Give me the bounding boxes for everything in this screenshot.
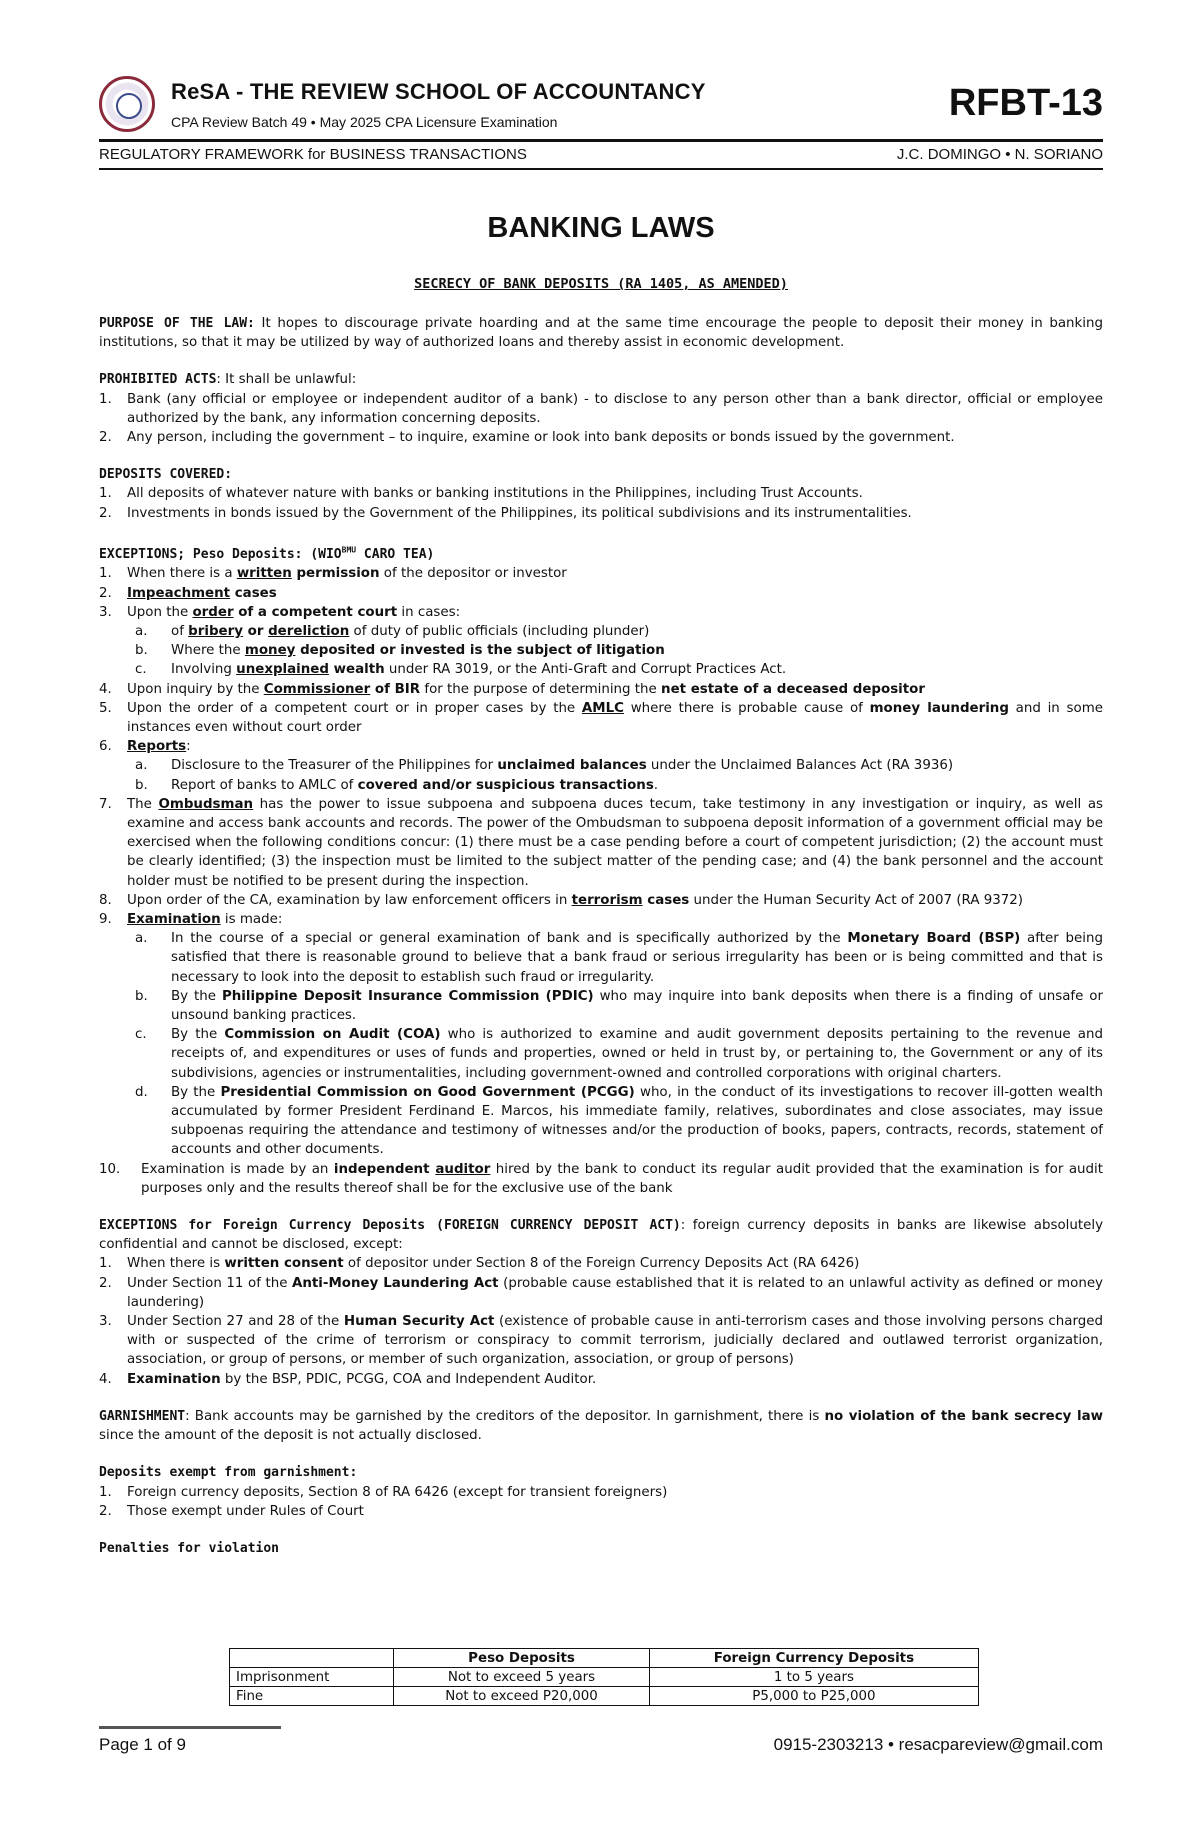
list-item: b. By the Philippine Deposit Insurance Commission (PDIC) who may inquire into bank deposits when there is a finding of unsafe or unsound banking practices. xyxy=(135,988,1103,1024)
table-row xyxy=(230,1687,979,1706)
covered-list xyxy=(99,484,1103,522)
list-item: 1. Foreign currency deposits, Section 8 of RA 6426 (except for transient foreigners) xyxy=(99,1484,668,1500)
list-item: 2. Those exempt under Rules of Court xyxy=(99,1503,364,1519)
footer-divider xyxy=(99,1726,281,1729)
table-cell: Imprisonment xyxy=(230,1668,394,1687)
subject-name: REGULATORY FRAMEWORK for BUSINESS TRANSACTIONS xyxy=(99,146,527,163)
table-cell: Not to exceed 5 years xyxy=(394,1668,650,1687)
header-divider xyxy=(99,139,1103,142)
table-cell: P5,000 to P25,000 xyxy=(649,1687,978,1706)
table-header-cell: Foreign Currency Deposits xyxy=(649,1649,978,1668)
list-item: 4. Examination by the BSP, PDIC, PCGG, COA and Independent Auditor. xyxy=(99,1371,597,1387)
list-item: 1. When there is a written permission of the depositor or investor xyxy=(99,566,567,582)
list-item: c. Involving unexplained wealth under RA 3019, or the Anti-Graft and Corrupt Practices Act. xyxy=(135,662,787,678)
contact-info: 0915-2303213 • resacpareview@gmail.com xyxy=(773,1735,1103,1754)
school-name: ReSA - THE REVIEW SCHOOL OF ACCOUNTANCY xyxy=(171,79,706,104)
course-code: RFBT-13 xyxy=(948,82,1103,124)
page-title: BANKING LAWS xyxy=(487,212,715,244)
exempt-heading: Deposits exempt from garnishment: xyxy=(99,1465,358,1481)
list-item: 5. Upon the order of a competent court or in proper cases by the AMLC where there is probable cause of money laundering and in some instances even without court order xyxy=(99,700,1103,735)
page-header xyxy=(99,0,1103,163)
list-item: 6. Reports: xyxy=(99,739,191,755)
document-body xyxy=(99,314,1103,1558)
list-item: b. Where the money deposited or invested is the subject of litigation xyxy=(135,643,665,659)
foreign-exceptions-heading: EXCEPTIONS for Foreign Currency Deposits (FOREIGN CURRENCY DEPOSIT ACT): foreign currency deposits in banks are likewise absolutely confidential and cannot be disclosed, except: xyxy=(99,1218,1103,1253)
table-cell: 1 to 5 years xyxy=(649,1668,978,1687)
penalties-table xyxy=(229,1648,979,1706)
table-header-cell xyxy=(230,1649,394,1668)
prohibited-heading xyxy=(99,370,1103,389)
table-row xyxy=(230,1668,979,1687)
list-item: 3. Upon the order of a competent court in cases: xyxy=(99,604,461,620)
batch-info: CPA Review Batch 49 • May 2025 CPA Licensure Examination xyxy=(171,114,558,130)
document-page xyxy=(99,0,1103,1754)
school-seal-icon xyxy=(99,76,155,132)
list-item: 2. Any person, including the government – to inquire, examine or look into bank deposits or bonds issued by the government. xyxy=(99,430,955,446)
garnishment-paragraph: GARNISHMENT: Bank accounts may be garnished by the creditors of the depositor. In garnishment, there is no violation of the bank secrecy law since the amount of the deposit is not actually disclosed. xyxy=(99,1408,1103,1444)
list-item: a. In the course of a special or general examination of bank and is specifically authorized by the Monetary Board (BSP) after being satisfied that there is reasonable ground to believe that a bank fraud or serious irregularity has been or is being committed and that is necessary to look into the deposit to establish such fraud or irregularity. xyxy=(135,931,1103,985)
list-item: d. By the Presidential Commission on Good Government (PCGG) who, in the conduct of its investigations to recover ill-gotten wealth accumulated by former President Ferdinand E. Marcos, his immediate family, relatives, subordinates and close associates, may issue subpoenas requiring the attendance and testimony of witnesses and/or the production of books, papers, contracts, records, statement of accounts and other documents. xyxy=(135,1084,1103,1158)
list-item: 1. All deposits of whatever nature with banks or banking institutions in the Philippines, including Trust Accounts. xyxy=(99,486,863,502)
list-item: 9. Examination is made: xyxy=(99,912,283,928)
list-item: 2. Impeachment cases xyxy=(99,585,277,601)
prohibited-label: PROHIBITED ACTS xyxy=(99,372,217,388)
prohibited-list xyxy=(99,390,1103,448)
peso-exceptions-list xyxy=(99,564,1103,1198)
header-divider-bottom xyxy=(99,168,1103,170)
penalties-heading: Penalties for violation xyxy=(99,1540,280,1556)
table-cell: Not to exceed P20,000 xyxy=(394,1687,650,1706)
list-item: 2. Investments in bonds issued by the Government of the Philippines, its political subdivisions and its instrumentalities. xyxy=(99,505,912,521)
purpose-paragraph xyxy=(99,314,1103,352)
list-item: c. By the Commission on Audit (COA) who is authorized to examine and audit government deposits pertaining to the revenue and receipts of, and expenditures or uses of funds and properties, owned or held in trust by, or pertaining to, the Government or any of its subdivisions, agencies or instrumentalities, including government-owned and controlled corporations with original charters. xyxy=(135,1027,1103,1081)
list-item: 7. The Ombudsman has the power to issue subpoena and subpoena duces tecum, take testimony in any investigation or inquiry, as well as examine and access bank accounts and records. The power of the Ombudsman to subpoena deposit information of a government official may be exercised when the following conditions concur: (1) there must be a case pending before a court of competent jurisdiction; (2) the account must be clearly identified; (3) the inspection must be limited to the subject matter of the pending case; and (4) the bank personnel and the account holder must be notified to be present during the inspection. xyxy=(99,796,1103,889)
list-item: b. Report of banks to AMLC of covered and/or suspicious transactions. xyxy=(135,777,659,793)
prohibited-intro: : It shall be unlawful: xyxy=(216,372,357,388)
list-item: 3. Under Section 27 and 28 of the Human Security Act (existence of probable cause in anti-terrorism cases and those involving persons charged with or suspected of the crime of terrorism or conspiracy to commit terrorism, judicially declared and outlawed terrorist organization, association, or group of persons, or member of such organization, association, or group of persons) xyxy=(99,1314,1103,1368)
list-item: 10. Examination is made by an independent auditor hired by the bank to conduct its regular audit provided that the examination is for audit purposes only and the results thereof shall be for the exclusive use of the bank xyxy=(99,1161,1103,1196)
list-item: a. Disclosure to the Treasurer of the Philippines for unclaimed balances under the Unclaimed Balances Act (RA 3936) xyxy=(135,758,954,774)
list-item: a. of bribery or dereliction of duty of public officials (including plunder) xyxy=(135,623,650,639)
page-number: Page 1 of 9 xyxy=(99,1735,186,1754)
table-header-row xyxy=(230,1649,979,1668)
covered-heading xyxy=(99,465,1103,484)
table-cell: Fine xyxy=(230,1687,394,1706)
list-item: 1. When there is written consent of depositor under Section 8 of the Foreign Currency Deposits Act (RA 6426) xyxy=(99,1256,860,1272)
purpose-label: PURPOSE OF THE LAW: xyxy=(99,316,255,331)
covered-label: DEPOSITS COVERED: xyxy=(99,467,233,483)
peso-exceptions-heading: EXCEPTIONS; Peso Deposits: ($WIO^{BMU}$ CARO TEA) xyxy=(99,545,435,563)
list-item: 8. Upon order of the CA, examination by law enforcement officers in terrorism cases under the Human Security Act of 2007 (RA 9372) xyxy=(99,892,1024,908)
foreign-exceptions-list xyxy=(99,1254,1103,1388)
purpose-text: It hopes to discourage private hoarding and at the same time encourage the people to deposit their money in banking institutions, so that it may be utilized by way of authorized loans and thereby assist in economic development. xyxy=(99,316,1103,351)
list-item: 4. Upon inquiry by the Commissioner of BIR for the purpose of determining the net estate of a deceased depositor xyxy=(99,681,925,697)
authors: J.C. DOMINGO • N. SORIANO xyxy=(896,146,1103,163)
table-header-cell: Peso Deposits xyxy=(394,1649,650,1668)
section-title: SECRECY OF BANK DEPOSITS (RA 1405, AS AMENDED) xyxy=(414,276,788,292)
list-item: 1. Bank (any official or employee or independent auditor of a bank) - to disclose to any person other than a bank director, official or employee authorized by the bank, any information concerning deposits. xyxy=(99,391,1103,426)
exempt-list xyxy=(99,1483,1103,1521)
list-item: 2. Under Section 11 of the Anti-Money Laundering Act (probable cause established that it is related to an unlawful activity as defined or money laundering) xyxy=(99,1275,1103,1310)
